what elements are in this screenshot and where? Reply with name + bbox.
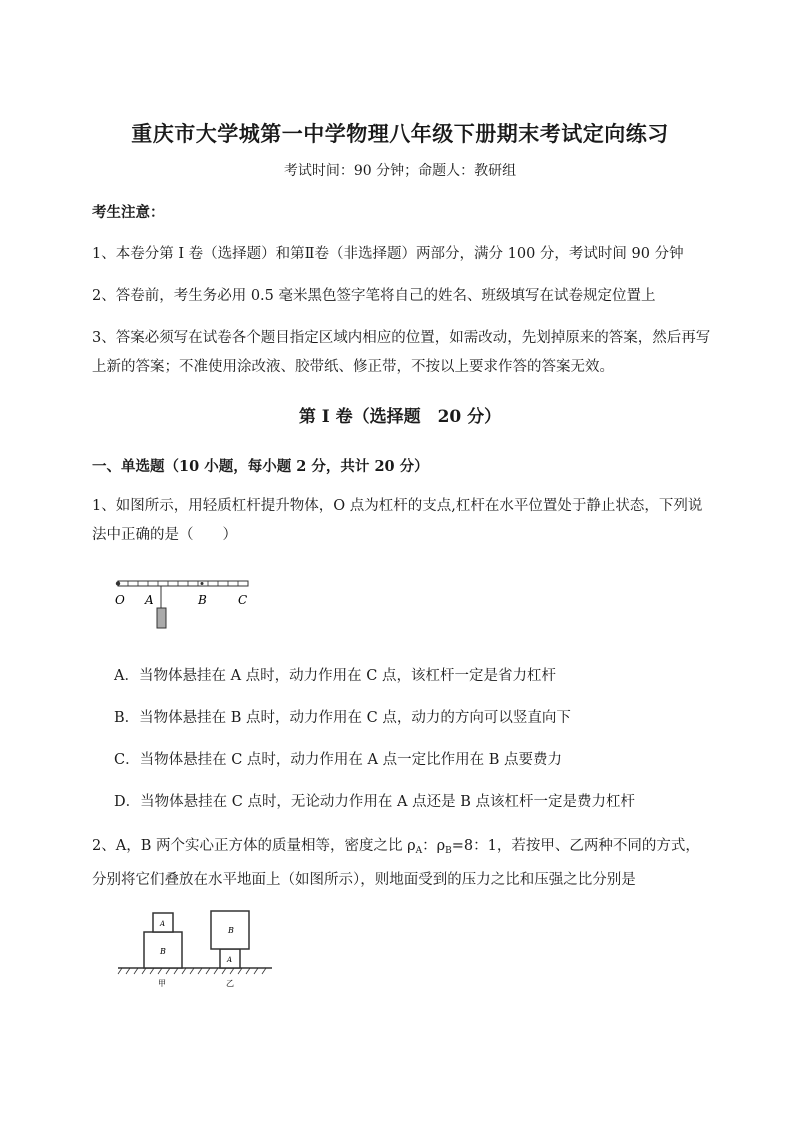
question-1-stem: 1、如图所示，用轻质杠杆提升物体，O 点为杠杆的支点,杠杆在水平位置处于静止状态，下列说法中正确的是（ ）: [92, 498, 703, 543]
lever-bar: [118, 581, 248, 586]
rho-b-subscript: B: [445, 846, 452, 856]
option-d: D．当物体悬挂在 C 点时，无论动力作用在 A 点还是 B 点该杠杆一定是费力杠杆: [114, 794, 635, 810]
option-b: B．当物体悬挂在 B 点时，动力作用在 C 点，动力的方向可以竖直向下: [114, 710, 571, 726]
question-2-stem: 2、A，B 两个实心正方体的质量相等，密度之比 $\rho_A$：$\rho_B=8$：1，若按甲、乙两种不同的方式，分别将它们叠放在水平地面上（如图所示），则地面受到的压力之比和压强之比分别是: [92, 838, 700, 888]
section-title: 第 I 卷（选择题 20 分）: [298, 407, 502, 427]
notice-item-3: 3、答案必须写在试卷各个题目指定区域内相应的位置，如需改动，先划掉原来的答案，然后再写上新的答案；不准使用涂改液、胶带纸、修正带，不按以上要求作答的答案无效。: [92, 330, 711, 375]
label-c: C: [238, 593, 248, 607]
label-yi: 乙: [226, 979, 234, 988]
part-heading: 一、单选题（10 小题，每小题 2 分，共计 20 分）: [92, 458, 429, 475]
blocks-figure: [116, 904, 276, 996]
label-o: O: [115, 593, 125, 607]
lever-figure: [110, 570, 260, 634]
label-b: B: [198, 593, 207, 607]
page-title: 重庆市大学城第一中学物理八年级下册期末考试定向练习: [131, 121, 669, 146]
label-jia: 甲: [158, 979, 166, 988]
option-a: A．当物体悬挂在 A 点时，动力作用在 C 点，该杠杆一定是省力杠杆: [114, 668, 556, 684]
option-c: C．当物体悬挂在 C 点时，动力作用在 A 点一定比作用在 B 点要费力: [114, 752, 562, 768]
svg-text:A: A: [160, 920, 166, 928]
notice-heading: 考生注意：: [92, 204, 165, 221]
svg-text:A: A: [227, 956, 233, 964]
label-a: A: [145, 593, 154, 607]
rho-a-subscript: A: [415, 846, 423, 856]
notice-item-1: 1、本卷分第 I 卷（选择题）和第Ⅱ卷（非选择题）两部分，满分 100 分，考试时间 90 分钟: [92, 246, 684, 262]
exam-info: 考试时间：90 分钟；命题人：教研组: [283, 163, 517, 179]
hanging-weight: [157, 608, 166, 628]
notice-item-2: 2、答卷前，考生务必用 0.5 毫米黑色签字笔将自己的姓名、班级填写在试卷规定位置上: [92, 288, 656, 304]
svg-text:B: B: [160, 947, 166, 956]
pivot-point: [116, 581, 120, 585]
svg-text:B: B: [228, 926, 234, 935]
